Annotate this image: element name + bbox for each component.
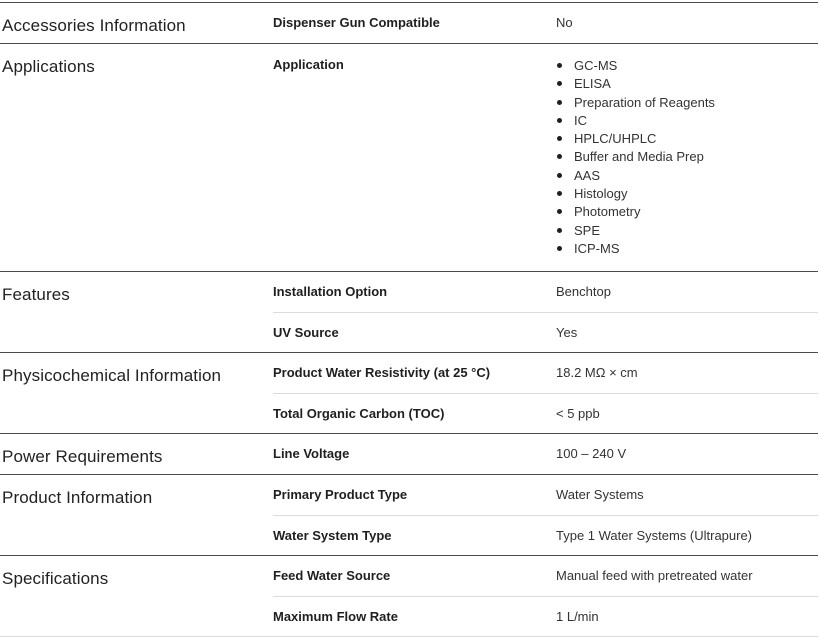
group-features xyxy=(0,272,818,353)
group-title: Specifications xyxy=(2,569,109,589)
spec-value xyxy=(556,57,818,258)
group-product-information xyxy=(0,475,818,556)
bullet-icon xyxy=(557,191,562,196)
bullet-icon xyxy=(557,136,562,141)
spec-label: Water System Type xyxy=(273,527,392,543)
group-title: Product Information xyxy=(2,488,153,508)
group-title: Features xyxy=(2,285,70,305)
spec-value: < 5 ppb xyxy=(556,405,600,421)
group-accessories-information xyxy=(0,3,818,44)
list-item xyxy=(556,112,818,130)
spec-table xyxy=(0,2,818,637)
list-item-text: Photometry xyxy=(574,204,641,220)
group-title: Accessories Information xyxy=(2,16,186,35)
bullet-icon xyxy=(557,63,562,68)
list-item xyxy=(556,148,818,166)
spec-row-installation-option xyxy=(273,272,818,312)
group-applications xyxy=(0,44,818,272)
group-title: Power Requirements xyxy=(2,447,163,467)
bullet-icon xyxy=(557,173,562,178)
spec-label: Line Voltage xyxy=(273,446,350,462)
bullet-icon xyxy=(557,209,562,214)
spec-label: Application xyxy=(273,57,344,72)
list-item xyxy=(556,222,818,240)
spec-label: Primary Product Type xyxy=(273,487,408,503)
list-item-text: ELISA xyxy=(574,76,611,92)
spec-row-maximum-flow-rate xyxy=(273,596,818,636)
spec-value: 18.2 MΩ × cm xyxy=(556,365,638,381)
list-item xyxy=(556,240,818,258)
bullet-icon xyxy=(557,81,562,86)
list-item-text: Preparation of Reagents xyxy=(574,94,715,110)
list-item-text: IC xyxy=(574,112,587,128)
list-item xyxy=(556,130,818,148)
spec-value: 1 L/min xyxy=(556,608,599,624)
spec-label: Maximum Flow Rate xyxy=(273,608,398,624)
list-item xyxy=(556,167,818,185)
list-item xyxy=(556,75,818,93)
spec-value: 100 – 240 V xyxy=(556,446,627,462)
spec-label: UV Source xyxy=(273,324,339,340)
list-item-text: Buffer and Media Prep xyxy=(574,149,704,165)
spec-label: Feed Water Source xyxy=(273,568,391,584)
group-rows xyxy=(273,475,818,555)
spec-value: Benchtop xyxy=(556,284,611,300)
spec-value: Water Systems xyxy=(556,487,644,503)
spec-row-product-water-resistivity xyxy=(273,353,818,393)
spec-label: Product Water Resistivity (at 25 °C) xyxy=(273,365,491,381)
spec-row-application xyxy=(273,44,818,271)
bullet-icon xyxy=(557,100,562,105)
spec-value: Manual feed with pretreated water xyxy=(556,568,753,584)
spec-row-uv-source xyxy=(273,312,818,352)
application-list xyxy=(556,57,818,258)
group-rows xyxy=(273,44,818,271)
bullet-icon xyxy=(557,118,562,123)
group-rows xyxy=(273,272,818,352)
bullet-icon xyxy=(557,246,562,251)
list-item xyxy=(556,57,818,75)
list-item-text: AAS xyxy=(574,167,601,183)
group-title: Applications xyxy=(2,57,95,76)
spec-row-dispenser-gun-compatible xyxy=(273,3,818,43)
list-item-text: SPE xyxy=(574,222,601,238)
group-title: Physicochemical Information xyxy=(2,366,222,386)
spec-value: No xyxy=(556,15,573,30)
group-specifications xyxy=(0,556,818,637)
bullet-icon xyxy=(557,154,562,159)
list-item-text: Histology xyxy=(574,186,628,202)
list-item-text: GC-MS xyxy=(574,58,618,73)
spec-label: Installation Option xyxy=(273,284,388,300)
spec-row-total-organic-carbon xyxy=(273,393,818,433)
group-power-requirements xyxy=(0,434,818,475)
list-item xyxy=(556,94,818,112)
spec-row-primary-product-type xyxy=(273,475,818,515)
group-rows xyxy=(273,556,818,636)
list-item-text: ICP-MS xyxy=(574,240,620,256)
spec-row-feed-water-source xyxy=(273,556,818,596)
list-item xyxy=(556,185,818,203)
spec-row-line-voltage xyxy=(273,434,818,474)
spec-value: Yes xyxy=(556,324,578,340)
group-rows xyxy=(273,353,818,433)
list-item-text: HPLC/UHPLC xyxy=(574,131,657,147)
group-rows xyxy=(273,3,818,43)
group-rows xyxy=(273,434,818,474)
list-item xyxy=(556,203,818,221)
bullet-icon xyxy=(557,228,562,233)
group-physicochemical-information xyxy=(0,353,818,434)
spec-label: Dispenser Gun Compatible xyxy=(273,15,440,30)
spec-row-water-system-type xyxy=(273,515,818,555)
spec-label: Total Organic Carbon (TOC) xyxy=(273,405,445,421)
spec-value: Type 1 Water Systems (Ultrapure) xyxy=(556,527,753,543)
